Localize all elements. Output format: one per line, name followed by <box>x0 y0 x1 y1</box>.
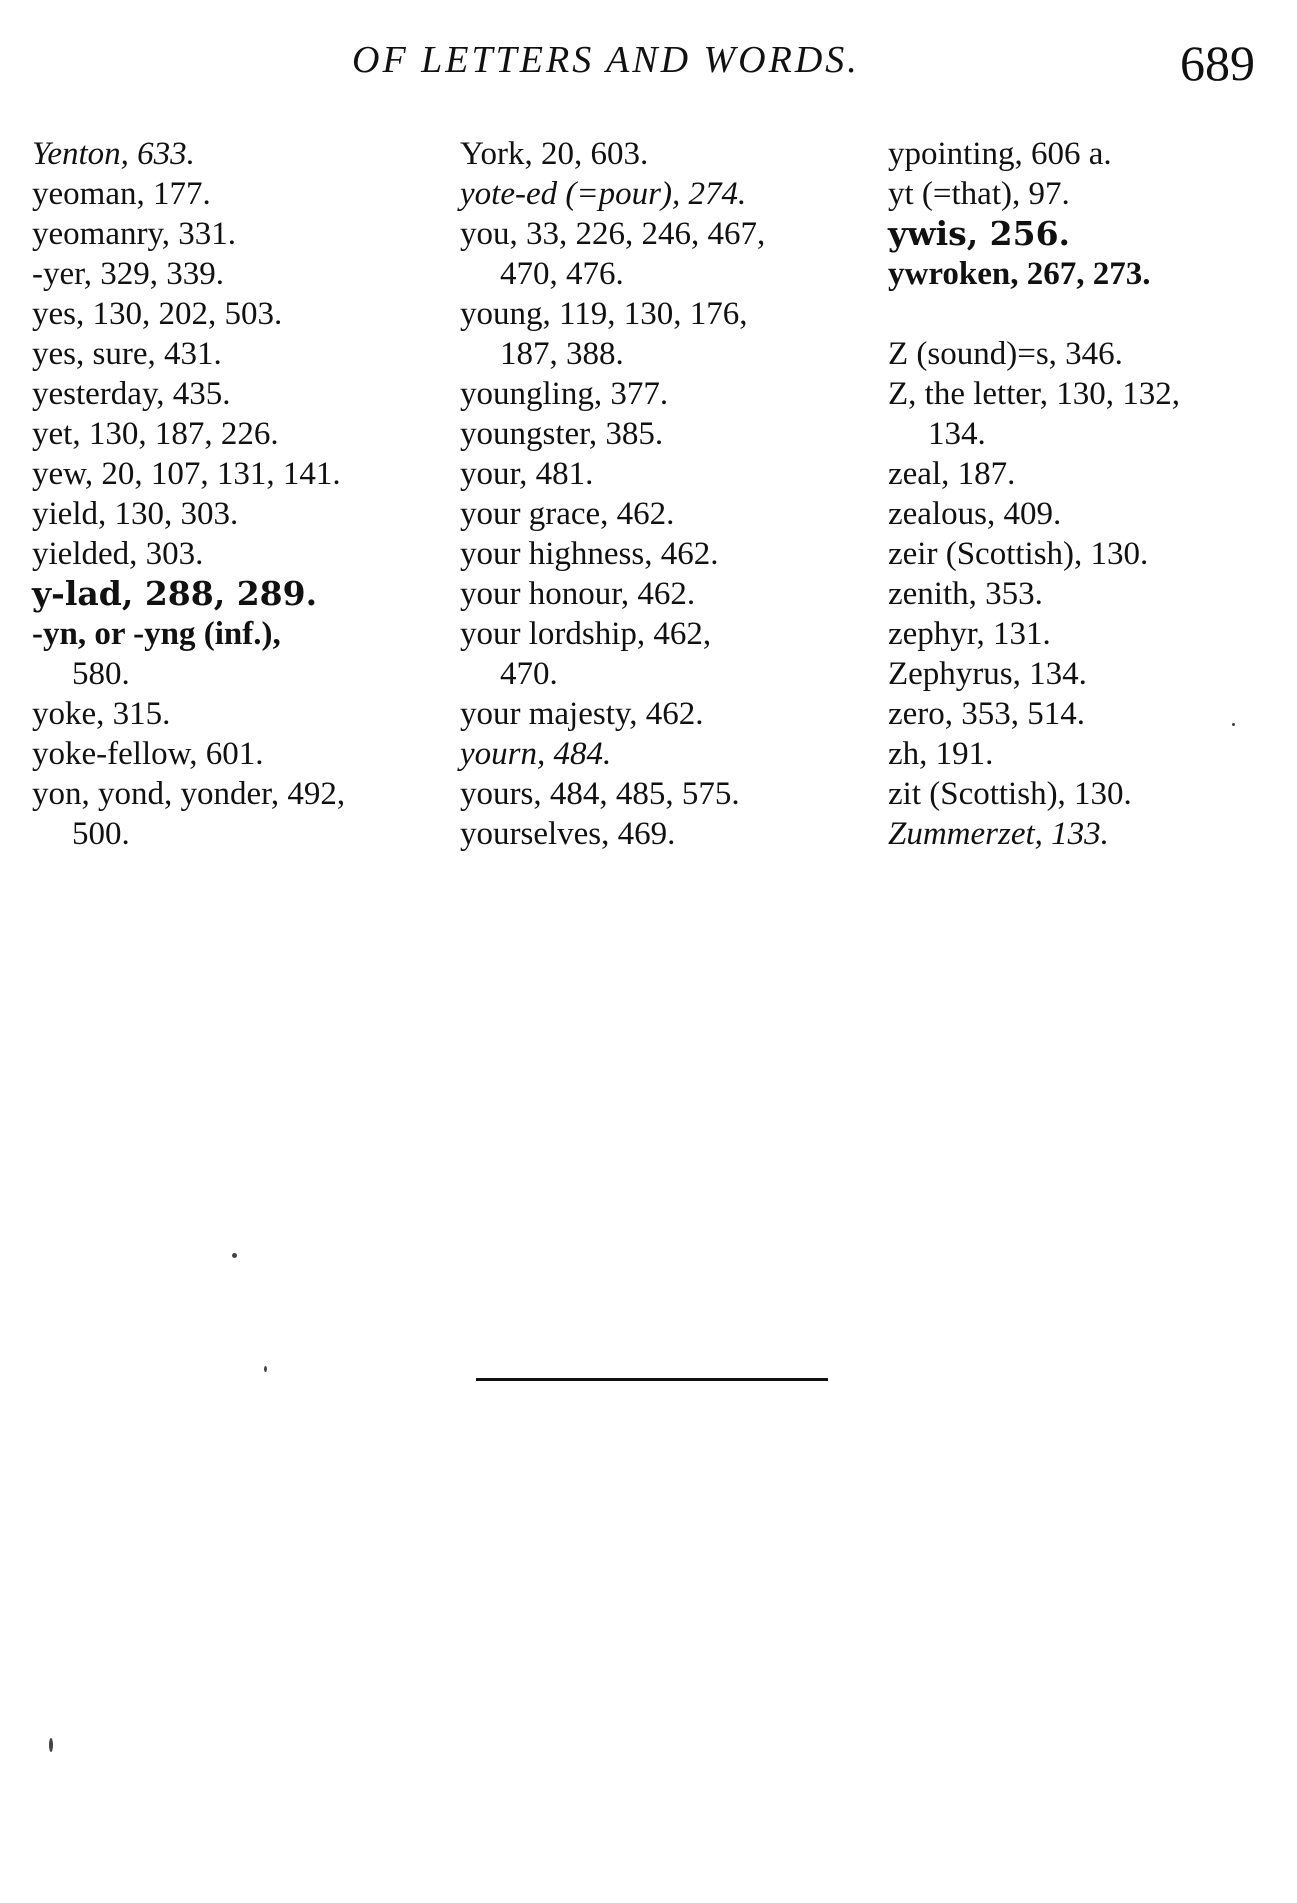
index-entry: 187, 388. <box>500 336 624 372</box>
index-entry: your grace, 462. <box>460 496 675 532</box>
index-entry: 500. <box>72 816 130 852</box>
index-entry: zeir (Scottish), 130. <box>888 536 1149 572</box>
index-entry: yote-ed (=pour), 274. <box>460 176 747 212</box>
index-entry: yield, 130, 303. <box>32 496 239 532</box>
index-entry: yeoman, 177. <box>32 176 211 212</box>
running-title: OF LETTERS AND WORDS. <box>352 39 860 81</box>
index-entry: zit (Scottish), 130. <box>888 776 1132 812</box>
scan-speck <box>1232 723 1235 726</box>
index-entry: your highness, 462. <box>460 536 719 572</box>
index-entry: Yenton, 633. <box>32 136 195 172</box>
index-entry: yourn, 484. <box>460 736 612 772</box>
index-entry: ypointing, 606 a. <box>888 136 1112 172</box>
index-entry: 134. <box>928 416 986 452</box>
index-entry: Zummerzet, 133. <box>888 816 1109 852</box>
index-entry: ywroken, 267, 273. <box>888 256 1151 292</box>
index-entry: zh, 191. <box>888 736 994 772</box>
index-entry: y-lad, 288, 289. <box>32 574 318 613</box>
index-entry: yet, 130, 187, 226. <box>32 416 279 452</box>
index-entry: yesterday, 435. <box>32 376 231 412</box>
page-number: 689 <box>1180 35 1255 91</box>
index-entry: yielded, 303. <box>32 536 204 572</box>
index-entry: youngster, 385. <box>460 416 664 452</box>
index-entry: you, 33, 226, 246, 467, <box>460 216 766 252</box>
index-gap <box>888 294 1288 334</box>
index-entry: 470. <box>500 656 558 692</box>
index-entry: Zephyrus, 134. <box>888 656 1087 692</box>
index-column-3 <box>888 134 1288 854</box>
index-entry: Z, the letter, 130, 132, <box>888 376 1180 412</box>
index-entry: yoke, 315. <box>32 696 171 732</box>
index-entry: Z (sound)=s, 346. <box>888 336 1123 372</box>
index-entry: yes, sure, 431. <box>32 336 222 372</box>
index-column-1 <box>32 134 432 854</box>
index-entry: yes, 130, 202, 503. <box>32 296 283 332</box>
index-entry: yoke-fellow, 601. <box>32 736 264 772</box>
running-head <box>0 34 1297 94</box>
scan-speck <box>49 1738 53 1752</box>
scan-speck <box>264 1366 267 1372</box>
index-entry: ywis, 256. <box>888 214 1071 253</box>
index-entry: zephyr, 131. <box>888 616 1051 652</box>
index-entry: yeomanry, 331. <box>32 216 237 252</box>
index-entry: zeal, 187. <box>888 456 1016 492</box>
index-entry: York, 20, 603. <box>460 136 649 172</box>
index-entry: your, 481. <box>460 456 594 492</box>
index-entry: yon, yond, yonder, 492, <box>32 776 346 812</box>
end-rule <box>476 1378 828 1381</box>
index-entry: youngling, 377. <box>460 376 669 412</box>
index-entry: -yer, 329, 339. <box>32 256 225 292</box>
index-entry: yew, 20, 107, 131, 141. <box>32 456 341 492</box>
index-entry: yt (=that), 97. <box>888 176 1070 212</box>
index-column-2 <box>460 134 860 854</box>
index-entry: 580. <box>72 656 130 692</box>
index-entry: zero, 353, 514. <box>888 696 1086 732</box>
index-entry: your honour, 462. <box>460 576 696 612</box>
index-entry: your majesty, 462. <box>460 696 704 732</box>
scan-speck <box>232 1253 237 1258</box>
index-entry: your lordship, 462, <box>460 616 712 652</box>
index-entry: zealous, 409. <box>888 496 1062 532</box>
index-entry: zenith, 353. <box>888 576 1043 612</box>
index-entry: yourselves, 469. <box>460 816 676 852</box>
index-entry: yours, 484, 485, 575. <box>460 776 740 812</box>
index-entry: -yn, or -yng (inf.), <box>32 616 281 652</box>
index-entry: young, 119, 130, 176, <box>460 296 748 332</box>
index-entry: 470, 476. <box>500 256 624 292</box>
